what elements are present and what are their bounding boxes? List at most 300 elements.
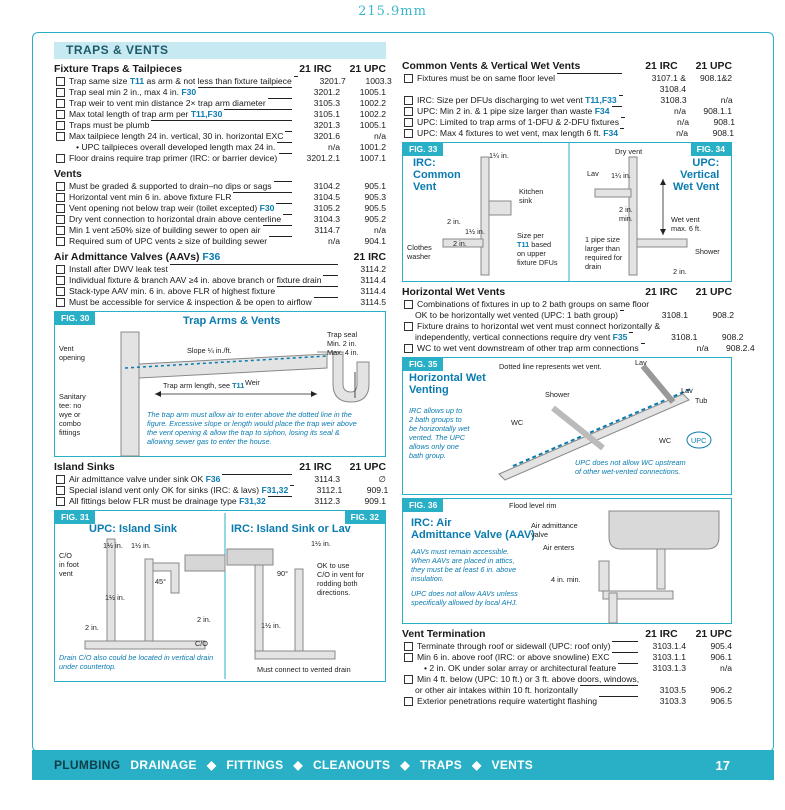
left-column <box>54 42 392 685</box>
checkbox[interactable] <box>56 226 65 235</box>
fig32-title: IRC: Island Sink or Lav <box>231 523 351 535</box>
upc-ref: 1001.2 <box>359 142 386 152</box>
fig33-34-drawing <box>403 143 733 281</box>
leader-line <box>618 663 638 664</box>
leader-line <box>285 131 292 132</box>
irc-ref: 3112.3 <box>314 496 340 506</box>
checklist-row <box>54 120 386 131</box>
checklist-row <box>402 343 755 354</box>
fig31-note: Drain C/O also could be located in vertical drain under countertop. <box>59 653 214 671</box>
row-text: Install after DWV leak test <box>69 264 168 274</box>
fig32-dim-a: 1½ in. <box>311 539 331 548</box>
leader-line <box>619 95 623 96</box>
fig31-dim-c: 1½ in. <box>105 593 125 602</box>
checklist-row <box>402 299 732 310</box>
row-text: Min 6 in. above roof (IRC: or above snowline) EXC <box>417 652 610 662</box>
row-text: Horizontal vent min 6 in. above fixture FLR <box>69 192 232 202</box>
leader-line <box>621 117 625 118</box>
row-text: Trap weir to vent min distance 2× trap arm diameter <box>69 98 266 108</box>
checkbox[interactable] <box>56 99 65 108</box>
section-band: TRAPS & VENTS <box>54 42 386 59</box>
vent-term-header: Vent Termination 21 IRC 21 UPC <box>402 629 732 640</box>
checkbox[interactable] <box>56 475 65 484</box>
checkbox[interactable] <box>404 344 413 353</box>
irc-ref: 3114.2 <box>360 264 386 274</box>
leader-line <box>233 192 292 193</box>
checklist-row <box>54 109 386 120</box>
fig31-co-foot-vent: C/O in foot vent <box>59 551 79 578</box>
fig35-lav1: Lav <box>635 358 647 367</box>
fig34-dim-2min: 2 in. min. <box>619 205 633 223</box>
checklist-row <box>54 485 389 496</box>
leader-line <box>294 76 298 77</box>
checkbox[interactable] <box>56 287 65 296</box>
irc-ref: 3114.3 <box>314 474 340 484</box>
leader-line <box>641 343 645 344</box>
fig36-note: AAVs must remain accessible. When AAVs are placed in attics, they must be at least 6 in. above insulation. <box>411 547 517 583</box>
row-text: • UPC tailpieces overall developed length max 24 in. <box>76 142 276 152</box>
checklist-row <box>402 73 732 95</box>
footer-bar <box>32 750 774 780</box>
checkbox[interactable] <box>404 322 413 331</box>
fig33-kitchen: Kitchen sink <box>519 187 544 205</box>
fig30-weir: Weir <box>245 378 260 387</box>
fig31-angle: 45° <box>155 577 167 586</box>
row-text: Floor drains require trap primer (IRC: or barrier device) <box>69 153 278 163</box>
row-text: Trap seal min 2 in., max 4 in. F30 <box>69 87 197 97</box>
checklist-row <box>402 106 732 117</box>
checklist-row <box>54 286 386 297</box>
leader-line <box>269 236 292 237</box>
irc-ref: 3114.5 <box>360 297 386 307</box>
upc-ref: 905.3 <box>364 192 386 202</box>
checkbox[interactable] <box>404 300 413 309</box>
fig32-dim-b: 1½ in. <box>261 621 281 630</box>
checklist-row <box>54 87 386 98</box>
upc-ref: 908.1.1 <box>703 106 732 116</box>
checklist-row <box>54 131 386 142</box>
fig31-dim-2b: 2 in. <box>85 623 99 632</box>
row-text: Individual fixture & branch AAV ≥4 in. above branch or fixture drain <box>69 275 322 285</box>
fig31-dim-a: 1½ in. <box>103 541 123 550</box>
fig33-dim-125: 1¼ in. <box>489 151 509 160</box>
leader-line <box>580 685 638 686</box>
leader-line <box>323 275 338 276</box>
fig34-shower: Shower <box>695 247 720 256</box>
fixture-traps-header: Fixture Traps & Tailpieces 21 IRC 21 UPC <box>54 64 386 75</box>
irc-ref: 3201.7 <box>319 76 346 86</box>
leader-line <box>612 106 623 107</box>
checkbox[interactable] <box>56 132 65 141</box>
row-text: Terminate through roof or sidewall (UPC: roof only) <box>417 641 611 651</box>
upc-ref: ∅ <box>378 474 386 484</box>
checkbox[interactable] <box>56 497 65 506</box>
row-text: Air admittance valve under sink OK F36 <box>69 474 221 484</box>
row-text: Max total length of trap arm per T11,F30 <box>69 109 223 119</box>
row-text: Exterior penetrations require watertight flashing <box>417 696 598 706</box>
checkbox[interactable] <box>56 215 65 224</box>
row-text: UPC: Min 2 in. & 1 pipe size larger than waste F34 <box>417 106 610 116</box>
checklist-row <box>402 641 732 652</box>
checkbox[interactable] <box>56 88 65 97</box>
row-text: UPC: Limited to trap arms of 1-DFU & 2-DFU fixtures <box>417 117 619 127</box>
leader-line <box>612 652 639 653</box>
island-list <box>54 474 389 507</box>
upc-ref: 908.2 <box>721 332 744 342</box>
checklist-row <box>402 117 735 128</box>
row-text: WC to wet vent downstream of other trap arm connections <box>417 343 639 353</box>
aav-list <box>54 264 386 308</box>
fig35-dotted-note: Dotted line represents wet vent. <box>499 362 602 371</box>
checkbox[interactable] <box>56 182 65 191</box>
leader-line <box>629 332 633 333</box>
upc-ref: 908.2.4 <box>725 343 755 353</box>
row-text: IRC: Size per DFUs discharging to wet vent T11,F33 <box>417 95 617 105</box>
checklist-row-cont <box>402 685 732 696</box>
checkbox[interactable] <box>56 193 65 202</box>
figure-30 <box>54 311 386 457</box>
fig33-tag: FIG. 33 <box>403 143 443 156</box>
irc-ref: 3114.7 <box>314 225 340 235</box>
checkbox[interactable] <box>56 276 65 285</box>
irc-ref: 3105.3 <box>313 98 340 108</box>
row-text-cont: or other air intakes within 10 ft. horizontally <box>415 685 578 695</box>
fig35-tag: FIG. 35 <box>403 358 443 371</box>
fig30-title: Trap Arms & Vents <box>183 315 281 327</box>
upc-ref: 905.4 <box>710 641 732 651</box>
upc-ref: 905.2 <box>364 214 386 224</box>
row-text-cont: independently, vertical connections require dry vent F35 <box>415 332 628 342</box>
upc-ref: 1002.2 <box>359 98 386 108</box>
row-text-cont: OK to be horizontally wet vented (UPC: 1 bath group) <box>415 310 619 320</box>
upc-ref: 908.1 <box>713 117 735 127</box>
checklist-row <box>54 214 386 225</box>
checklist-row <box>402 652 732 663</box>
checkbox[interactable] <box>56 154 65 163</box>
irc-ref: 3105.2 <box>313 203 340 213</box>
aav-header: Air Admittance Valves (AAVs) F36 21 IRC <box>54 252 386 263</box>
fig33-dim-2a: 2 in. <box>447 217 461 226</box>
fig35-tub: Tub <box>695 396 708 405</box>
row-text: Min 1 vent ≥50% size of building sewer to open air <box>69 225 261 235</box>
checklist-row <box>402 95 732 106</box>
checklist-row <box>54 98 386 109</box>
fixture-traps-list <box>54 76 392 164</box>
fig34-pipe-size: 1 pipe size larger than required for drain <box>585 235 623 271</box>
upc-ref: 909.1 <box>366 485 389 495</box>
fig33-size: Size per T11 based on upper fixture DFUs <box>517 231 558 267</box>
footer-nav <box>32 758 533 772</box>
horiz-header: Horizontal Wet Vents 21 IRC 21 UPC <box>402 287 732 298</box>
checkbox[interactable] <box>56 77 65 86</box>
upc-ref: n/a <box>720 663 732 673</box>
leader-line <box>314 297 338 298</box>
checkbox[interactable] <box>404 675 413 684</box>
checkbox[interactable] <box>404 653 413 662</box>
upc-ref: 1007.1 <box>359 153 386 163</box>
checklist-row <box>54 275 386 286</box>
leader-line <box>612 641 638 642</box>
vents-list <box>54 181 386 247</box>
irc-ref: 3201.6 <box>313 131 340 141</box>
upc-ref: 904.1 <box>364 236 386 246</box>
checklist-row <box>402 128 735 139</box>
irc-ref: 3114.4 <box>360 286 386 296</box>
leader-line <box>224 109 292 110</box>
leader-line <box>290 485 294 486</box>
fig32-bottom: Must connect to vented drain <box>257 665 351 674</box>
irc-ref: 3104.2 <box>313 181 340 191</box>
checkbox[interactable] <box>56 110 65 119</box>
leader-line <box>620 310 624 311</box>
checklist-row-cont <box>402 310 735 321</box>
upc-ref: 909.1 <box>364 496 386 506</box>
checklist-row-cont <box>402 332 744 343</box>
checklist-row <box>54 192 386 203</box>
fig35-wc2: WC <box>659 436 672 445</box>
fig34-wet-vent: Wet vent max. 6 ft. <box>671 215 702 233</box>
leader-line <box>557 73 622 74</box>
fig34-dry-vent: Dry vent <box>615 147 643 156</box>
upc-ref: n/a <box>374 131 386 141</box>
leader-line <box>276 203 292 204</box>
fig34-dim-125: 1¼ in. <box>611 171 631 180</box>
checklist-row <box>54 236 386 247</box>
irc-ref: 3201.2 <box>313 87 340 97</box>
checklist-row <box>54 142 386 153</box>
checklist-row <box>54 76 392 87</box>
row-text: Stack-type AAV min. 6 in. above FLR of highest fixture <box>69 286 276 296</box>
fig32-ok: OK to use C/O in vent for rodding both directions. <box>317 561 365 597</box>
fig35-shower: Shower <box>545 390 570 399</box>
row-text: Fixture drains to horizontal wet vent must connect horizontally & <box>417 321 661 331</box>
upc-ref: n/a <box>374 225 386 235</box>
upc-ref: 905.5 <box>364 203 386 213</box>
right-column <box>402 60 755 707</box>
upc-ref: 906.1 <box>710 652 732 662</box>
checkbox[interactable] <box>404 118 413 127</box>
footer-item-plumbing: PLUMBING <box>54 758 121 772</box>
checkbox[interactable] <box>404 642 413 651</box>
fig35-upc: UPC <box>691 436 707 445</box>
row-text: Fixtures must be on same floor level <box>417 73 556 83</box>
upc-ref: 908.1&2 <box>699 73 732 83</box>
leader-line <box>268 496 292 497</box>
leader-line <box>277 286 338 287</box>
fig30-arm-length: Trap arm length, see T11 <box>163 381 245 390</box>
irc-ref: n/a <box>696 343 709 353</box>
fig31-tag: FIG. 31 <box>55 511 95 524</box>
figure-31-32 <box>54 510 386 682</box>
fig30-vent-opening: Vent opening <box>59 344 85 362</box>
fig35-lav2: Lav <box>681 386 693 395</box>
checklist-row <box>54 264 386 275</box>
checklist-row <box>54 181 386 192</box>
irc-ref: 3104.5 <box>313 192 340 202</box>
upc-ref: 1002.2 <box>359 109 386 119</box>
row-text: Required sum of UPC vents ≥ size of building sewer <box>69 236 268 246</box>
fig34-lav: Lav <box>587 169 599 178</box>
leader-line <box>222 474 292 475</box>
irc-ref: 3112.1 <box>316 485 343 495</box>
row-text: Special island vent only OK for sinks (IRC: & lavs) F31,32 <box>69 485 289 495</box>
upc-ref: 906.2 <box>710 685 732 695</box>
checkbox[interactable] <box>404 129 413 138</box>
row-text: • 2 in. OK under solar array or architectural feature <box>424 663 617 673</box>
checkbox[interactable] <box>56 204 65 213</box>
leader-line <box>151 120 292 121</box>
irc-ref: 3114.4 <box>360 275 386 285</box>
checkbox[interactable] <box>56 486 65 495</box>
checklist-row <box>54 496 386 507</box>
irc-ref: n/a <box>328 142 340 152</box>
fig31-co: C/O <box>195 639 208 648</box>
checkbox[interactable] <box>56 298 65 307</box>
fig32-angle: 90° <box>277 569 289 578</box>
fig30-sanitary-tee: Sanitary tee: no wye or combo fittings <box>59 392 86 437</box>
fig35-note2: UPC does not allow WC upstream of other wet-vented connections. <box>575 458 686 476</box>
irc-ref: 3103.1.3 <box>652 663 686 673</box>
checkbox[interactable] <box>404 697 413 706</box>
row-text: Combinations of fixtures in up to 2 bath groups on same floor <box>417 299 650 309</box>
horiz-list <box>402 299 755 354</box>
checklist-row <box>54 297 386 308</box>
checkbox[interactable] <box>404 74 413 83</box>
irc-ref: 3201.3 <box>313 120 340 130</box>
irc-ref: 3105.1 <box>313 109 340 119</box>
row-text: Traps must be plumb <box>69 120 150 130</box>
fig33-dim-15: 1½ in. <box>465 227 485 236</box>
checkbox[interactable] <box>56 237 65 246</box>
checkbox[interactable] <box>404 96 413 105</box>
checklist-row <box>402 696 732 707</box>
irc-ref: 3107.1 & 3108.4 <box>651 73 686 94</box>
upc-ref: 908.1 <box>712 128 735 138</box>
page-number: 17 <box>715 757 730 773</box>
leader-line <box>198 87 292 88</box>
checkbox[interactable] <box>404 107 413 116</box>
fig35-note: IRC allows up to 2 bath groups to be horizontally wet vented. The UPC allows only one bath group. <box>409 406 470 460</box>
checklist-row <box>54 203 386 214</box>
fig30-tag: FIG. 30 <box>55 312 95 325</box>
fig33-title: IRC: Common Vent <box>413 157 461 193</box>
irc-ref: n/a <box>677 117 689 127</box>
upc-ref: 908.2 <box>712 310 735 320</box>
row-text: Must be graded & supported to drain–no dips or sags <box>69 181 272 191</box>
footer-item-traps: TRAPS <box>419 758 463 772</box>
fig33-clothes-washer: Clothes washer <box>407 243 432 261</box>
irc-ref: 3108.1 <box>671 332 698 342</box>
page-dimension: 215.9mm <box>358 4 427 19</box>
fig30-slope: Slope ¼ in./ft. <box>187 346 232 355</box>
row-text: UPC: Max 4 fixtures to wet vent, max length 6 ft. F34 <box>417 128 619 138</box>
irc-ref: 3201.2.1 <box>306 153 340 163</box>
leader-line <box>170 264 338 265</box>
checkbox[interactable] <box>56 265 65 274</box>
row-text: All fittings below FLR must be drainage type F31,32 <box>69 496 266 506</box>
row-text: Max tailpiece length 24 in. vertical, 30 in. horizontal EXC <box>69 131 284 141</box>
irc-ref: 3103.3 <box>659 696 686 706</box>
fig33-dim-2b: 2 in. <box>453 239 467 248</box>
row-text: Trap same size T11 as arm & not less than fixture tailpiece <box>69 76 292 86</box>
fig32-tag: FIG. 32 <box>345 511 385 524</box>
checklist-row <box>402 674 732 685</box>
footer-item-fittings: FITTINGS <box>226 758 284 772</box>
irc-ref: n/a <box>676 128 689 138</box>
upc-ref: 1005.1 <box>359 120 386 130</box>
upc-ref: 906.5 <box>710 696 732 706</box>
leader-line <box>263 225 293 226</box>
common-header: Common Vents & Vertical Wet Vents 21 IRC 21 UPC <box>402 61 732 72</box>
footer-item-vents: VENTS <box>491 758 534 772</box>
irc-ref: 3103.1.4 <box>652 641 686 651</box>
row-text: Vent opening not below trap weir (toilet excepted) F30 <box>69 203 275 213</box>
fig36-4in-min: 4 in. min. <box>551 575 581 584</box>
fig34-dim-2: 2 in. <box>673 267 687 276</box>
footer-sep: ◆ <box>206 758 217 772</box>
checklist-row <box>54 474 386 485</box>
checklist-row <box>402 663 732 674</box>
fig31-dim-2a: 2 in. <box>197 615 211 624</box>
fig36-tag: FIG. 36 <box>403 499 443 512</box>
checkbox[interactable] <box>56 121 65 130</box>
irc-ref: 3103.5 <box>659 685 686 695</box>
row-text: Min 4 ft. below (UPC: 10 ft.) or 3 ft. above doors, windows, <box>417 674 640 684</box>
fig34-title: UPC: Vertical Wet Vent <box>673 157 720 193</box>
fig35-wc1: WC <box>511 418 524 427</box>
footer-item-cleanouts: CLEANOUTS <box>312 758 391 772</box>
island-header: Island Sinks 21 IRC 21 UPC <box>54 462 386 473</box>
leader-line <box>277 142 292 143</box>
footer-item-drainage: DRAINAGE <box>130 758 197 772</box>
fig36-note2: UPC does not allow AAVs unless specifically allowed by local AHJ. <box>411 589 518 607</box>
fig30-note: The trap arm must allow air to enter above the dotted line in the figure. Excessive slope or length would place the trap weir above the vent opening & allow the trap to siphon, losing its seal & allowing sewer gas to enter the house. <box>147 410 357 446</box>
row-text: Dry vent connection to horizontal drain above centerline <box>69 214 282 224</box>
irc-ref: 3104.3 <box>313 214 340 224</box>
upc-ref: n/a <box>720 95 733 105</box>
leader-line <box>620 128 624 129</box>
irc-ref: 3103.1.1 <box>652 652 686 662</box>
checklist-row <box>402 321 732 332</box>
leader-line <box>268 98 292 99</box>
row-text: Must be accessible for service & inspection & be open to airflow <box>69 297 312 307</box>
figure-33-34 <box>402 142 732 282</box>
leader-line <box>274 181 292 182</box>
irc-ref: n/a <box>328 236 340 246</box>
leader-line <box>283 214 292 215</box>
figure-36 <box>402 498 732 624</box>
fig34-tag: FIG. 34 <box>691 143 731 156</box>
footer-sep: ◆ <box>472 758 482 772</box>
leader-line <box>279 153 292 154</box>
figure-35 <box>402 357 732 495</box>
upc-ref: 1005.1 <box>359 87 386 97</box>
vent-term-list <box>402 641 732 707</box>
fig30-trap-seal: Trap seal Min. 2 in. Max. 4 in. <box>327 330 359 357</box>
fig36-title: IRC: Air Admittance Valve (AAV) <box>411 517 535 541</box>
vents-header: Vents <box>54 169 82 180</box>
fig36-air-enters: Air enters <box>543 543 575 552</box>
irc-ref: n/a <box>674 106 686 116</box>
common-list <box>402 73 735 139</box>
irc-ref: 3108.1 <box>661 310 689 320</box>
fig35-title: Horizontal Wet Venting <box>409 372 486 396</box>
fig36-aav: Air admittance valve <box>531 521 578 539</box>
fig31-dim-b: 1½ in. <box>131 541 151 550</box>
irc-ref: 3108.3 <box>660 95 687 105</box>
upc-ref: 1003.3 <box>365 76 392 86</box>
checklist-row <box>54 153 386 164</box>
